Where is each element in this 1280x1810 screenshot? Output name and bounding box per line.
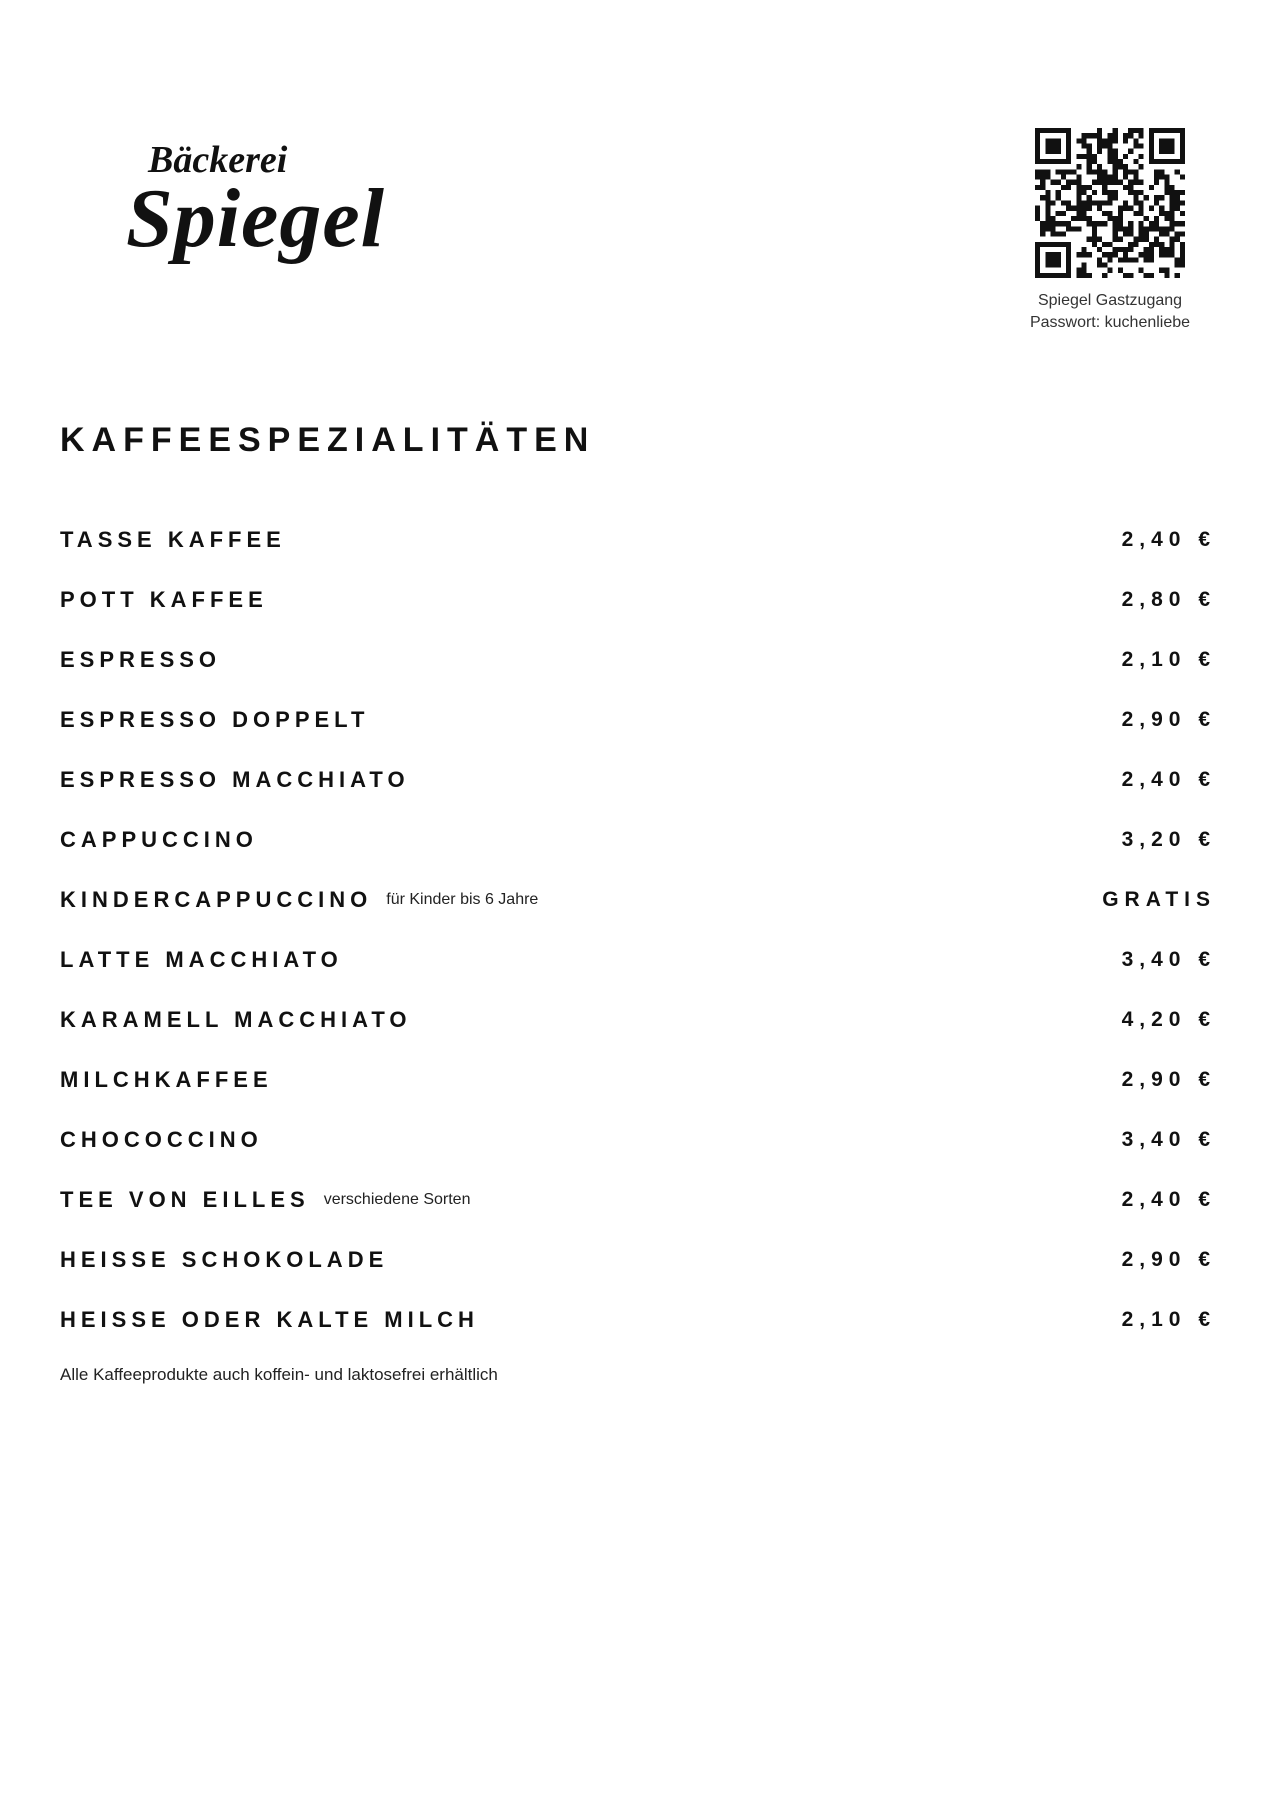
menu-item-price: 2,90 € xyxy=(1121,708,1216,731)
menu-item-name: CHOCOCCINO xyxy=(60,1127,263,1152)
menu-item-name: CAPPUCCINO xyxy=(60,827,258,852)
logo-line-baeckerei: Bäckerei xyxy=(148,139,288,181)
section-title: KAFFEESPEZIALITÄTEN xyxy=(60,421,596,459)
menu-item-note: verschiedene Sorten xyxy=(323,1191,471,1208)
menu-item xyxy=(60,630,1220,690)
menu-item-name: ESPRESSO MACCHIATO xyxy=(60,767,410,792)
menu-item-price: 2,80 € xyxy=(1121,588,1216,611)
qr-code-icon[interactable] xyxy=(1035,128,1185,278)
menu-item-name: ESPRESSO xyxy=(60,647,222,672)
menu-item xyxy=(60,990,1220,1050)
menu-item xyxy=(60,1110,1220,1170)
menu-item xyxy=(60,510,1220,570)
menu-item-name: MILCHKAFFEE xyxy=(60,1067,273,1092)
menu-item-name: TEE VON EILLES xyxy=(60,1187,310,1212)
menu-item xyxy=(60,1290,1220,1350)
menu-item-price: 3,20 € xyxy=(1121,828,1216,851)
logo-line-spiegel: Spiegel xyxy=(126,172,385,265)
menu-item-name: HEISSE SCHOKOLADE xyxy=(60,1247,389,1272)
footnote: Alle Kaffeeprodukte auch koffein- und laktosefrei erhältlich xyxy=(60,1365,498,1384)
menu-item-note: für Kinder bis 6 Jahre xyxy=(386,891,539,908)
wifi-caption xyxy=(1010,290,1210,334)
bakery-logo xyxy=(126,139,446,265)
menu-item-name: KINDERCAPPUCCINO xyxy=(60,887,373,912)
menu-item-price: 4,20 € xyxy=(1121,1008,1216,1031)
wifi-info xyxy=(1010,128,1210,334)
menu-item-price: 2,90 € xyxy=(1121,1068,1216,1091)
menu-item-name: HEISSE ODER KALTE MILCH xyxy=(60,1307,479,1332)
menu-item xyxy=(60,1050,1220,1110)
menu-item xyxy=(60,1170,1220,1230)
menu-item-price: 3,40 € xyxy=(1121,948,1216,971)
menu-list xyxy=(60,510,1220,1350)
menu-item-price: 2,10 € xyxy=(1121,648,1216,671)
menu-item-price: GRATIS xyxy=(1102,888,1216,911)
menu-item-name: POTT KAFFEE xyxy=(60,587,268,612)
menu-item-name: LATTE MACCHIATO xyxy=(60,947,343,972)
menu-item-price: 2,40 € xyxy=(1121,1188,1216,1211)
menu-item xyxy=(60,930,1220,990)
wifi-password: Passwort: kuchenliebe xyxy=(1029,314,1191,331)
menu-item-name: TASSE KAFFEE xyxy=(60,527,286,552)
menu-item xyxy=(60,870,1220,930)
menu-item xyxy=(60,750,1220,810)
menu-item-price: 2,90 € xyxy=(1121,1248,1216,1271)
menu-item-price: 2,40 € xyxy=(1121,528,1216,551)
menu-item-price: 2,10 € xyxy=(1121,1308,1216,1331)
menu-item-price: 2,40 € xyxy=(1121,768,1216,791)
menu-item xyxy=(60,570,1220,630)
menu-item-name: KARAMELL MACCHIATO xyxy=(60,1007,412,1032)
wifi-ssid: Spiegel Gastzugang xyxy=(1037,292,1183,309)
menu-item xyxy=(60,810,1220,870)
menu-item xyxy=(60,690,1220,750)
menu-item xyxy=(60,1230,1220,1290)
menu-item-name: ESPRESSO DOPPELT xyxy=(60,707,370,732)
menu-item-price: 3,40 € xyxy=(1121,1128,1216,1151)
